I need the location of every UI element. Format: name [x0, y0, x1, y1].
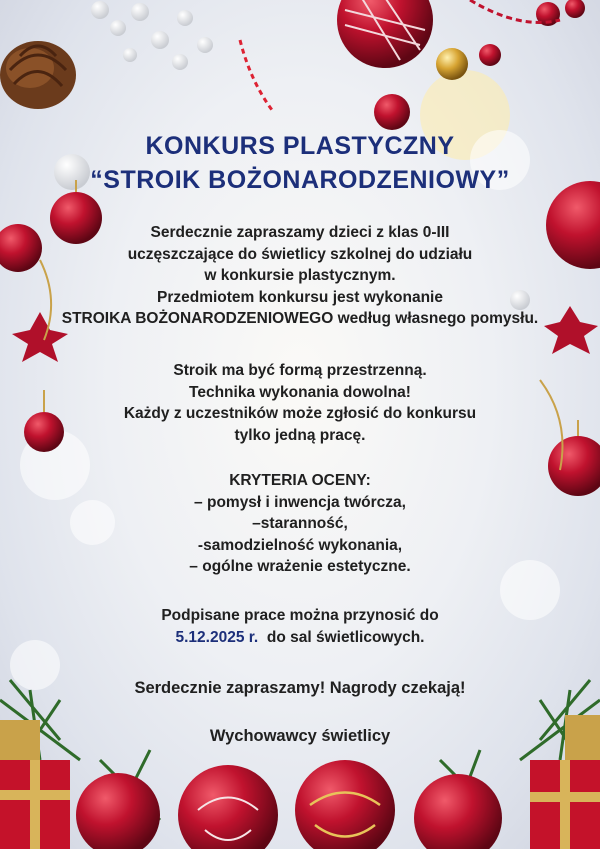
- invitation-line: Serdecznie zapraszamy! Nagrody czekają!: [134, 679, 466, 697]
- ornament-icon: [295, 760, 395, 849]
- criteria-item: – ogólne wrażenie estetyczne.: [189, 558, 411, 575]
- intro-line: Przedmiotem konkursu jest wykonanie: [157, 288, 443, 306]
- invitation-text: [40, 678, 560, 700]
- criteria-heading: KRYTERIA OCENY:: [229, 472, 371, 489]
- rule-line: tylko jedną pracę.: [234, 426, 366, 444]
- berry-icon: [565, 0, 585, 18]
- deadline-place: do sal świetlicowych.: [266, 628, 425, 646]
- intro-paragraph: [40, 222, 560, 330]
- intro-line: w konkursie plastycznym.: [204, 267, 396, 284]
- criteria-item: -samodzielność wykonania,: [197, 536, 403, 554]
- rule-line: Technika wykonania dowolna!: [189, 383, 411, 401]
- ornament-icon: [76, 773, 160, 849]
- submission-paragraph: [40, 605, 560, 648]
- signature-line: Wychowawcy świetlicy: [209, 727, 391, 745]
- criteria-section: [40, 470, 560, 578]
- intro-line: uczęszczające do świetlicy szkolnej do udziału: [127, 245, 473, 263]
- white-berries-icon: [54, 1, 213, 190]
- intro-line: STROIKA BOŻONARODZENIOWEGO według własnego pomysłu.: [61, 310, 539, 327]
- ornament-icon: [337, 0, 433, 68]
- submission-line: Podpisane prace można przynosić do: [161, 607, 439, 624]
- intro-line: Serdecznie zapraszamy dzieci z klas 0-III: [150, 224, 450, 241]
- ornament-icon: [0, 224, 42, 272]
- criteria-item: – pomysł i inwencja twórcza,: [194, 493, 406, 511]
- rule-line: Stroik ma być formą przestrzenną.: [173, 362, 427, 379]
- ornament-icon: [414, 774, 502, 849]
- ornament-icon: [436, 48, 468, 80]
- rules-paragraph: [40, 360, 560, 446]
- pine-cone-icon: [0, 41, 76, 109]
- ornament-icon: [178, 765, 278, 849]
- rule-line: Każdy z uczestników może zgłosić do konkursu: [123, 405, 477, 422]
- page-title: KONKURS PLASTYCZNY: [145, 132, 455, 160]
- signature: [40, 726, 560, 748]
- ornament-icon: [374, 94, 410, 130]
- ornament-icon: [479, 44, 501, 66]
- candy-ribbon-icon: [240, 40, 272, 110]
- deadline-line: [40, 627, 560, 649]
- criteria-item: –staranność,: [252, 515, 348, 532]
- deadline-date: 5.12.2025 r.: [175, 628, 259, 646]
- contest-name: “STROIK BOŻONARODZENIOWY”: [90, 166, 510, 194]
